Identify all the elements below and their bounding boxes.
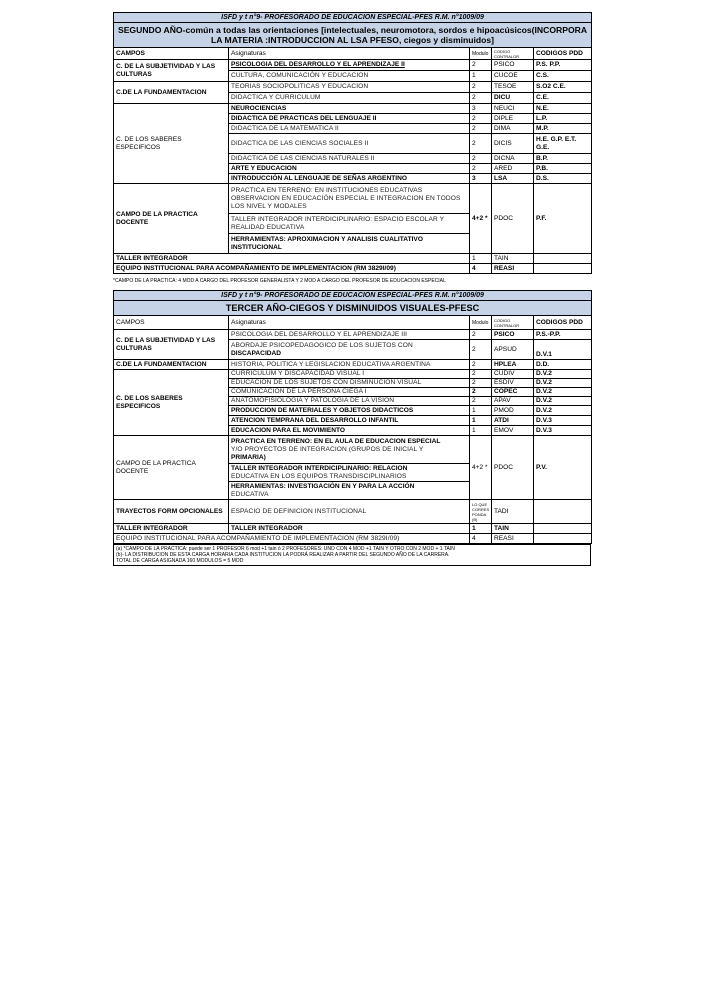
table-row [229, 464, 470, 482]
table-row: ATENCION TEMPRANA DEL DESARROLLO INFANTIL [229, 416, 470, 426]
modulo-cell: 2 [470, 124, 492, 134]
codigo-cell: CUCOE [492, 71, 534, 82]
campo-practica: CAMPO DE LA PRACTICA DOCENTE [114, 436, 229, 500]
modulo-cell: 4 [470, 534, 492, 544]
pdd-cell: D.V.2 [534, 379, 592, 388]
modulo-cell: 2 [470, 330, 492, 340]
codigo-cell: DIMA [492, 124, 534, 134]
col-asignaturas: Asignaturas [229, 48, 470, 60]
codigo-cell: NEUCI [492, 104, 534, 114]
modulo-cell: 2 [470, 370, 492, 379]
table-row: TALLER INTEGRADOR INTERDICIPLINARIO: ESPACIO ESCOLAR Y REALIDAD EDUCATIVA [229, 214, 470, 234]
footnote-a: (a) *CAMPO DE LA PRACTICA: puede ser 1 PROFESOR 6 mod +1 tain ó 2 PROFESORES: UNO CON 4 MOD +1 TAIN Y OTRO CON 2 MOD + 1 TAIN [116, 546, 455, 552]
modulo-cell: 2 [470, 134, 492, 154]
document-sheet [113, 12, 591, 566]
campo-saberes: C. DE LOS SABERES ESPECIFICOS [114, 104, 229, 184]
campo-subjetividad: C. DE LA SUBJETIVIDAD Y LAS CULTURAS [114, 60, 229, 82]
table-row: DIDACTICA DE PRACTICAS DEL LENGUAJE II [229, 114, 470, 124]
modulo-cell: LO QUE CORRES PONDA (B) [470, 500, 492, 524]
pdd-cell: P.B. [534, 164, 592, 174]
pdd-cell: C.E. [534, 93, 592, 104]
codigo-cell: PMOD [492, 406, 534, 416]
pdd-cell: L.P. [534, 114, 592, 124]
table-row: TALLER INTEGRADOR [229, 524, 470, 534]
row-line: PRACTICA EN TERRENO: EN EL AULA DE EDUCACION ESPECIAL [231, 437, 441, 445]
codigo-cell: APAV [492, 397, 534, 406]
table-row: HISTORIA, POLITICA Y LEGISLACION EDUCATIVA ARGENTINA [229, 360, 470, 370]
modulo-cell: 1 [470, 71, 492, 82]
table-row [229, 482, 470, 500]
equipo-row: EQUIPO INSTITUCIONAL PARA ACOMPAÑAMIENTO DE IMPLEMENTACION (RM 3829I/09) [114, 264, 470, 274]
modulo-cell: 1 [470, 254, 492, 264]
modulo-cell: 2 [470, 114, 492, 124]
pdd-cell: D.D. [534, 360, 592, 370]
campo-fundamentacion: C.DE LA FUNDAMENTACION [114, 82, 229, 104]
row-line: EDUCATIVA EN LOS EQUIPOS TRANSDISCIPLINARIOS [231, 472, 407, 480]
pdd-cell [534, 264, 592, 274]
modulo-cell: 1 [470, 524, 492, 534]
taller-row: TALLER INTEGRADOR [114, 524, 229, 534]
codigo-cell: CUDIV [492, 370, 534, 379]
pdd-cell: D.V.3 [534, 426, 592, 436]
modulo-cell: 3 [470, 174, 492, 184]
codigo-cell: PSICO [492, 60, 534, 71]
codigo-cell: REASI [492, 264, 534, 274]
table-row: DIDACTICA DE LAS CIENCIAS SOCIALES II [229, 134, 470, 154]
pdd-cell: D.V.2 [534, 370, 592, 379]
table-row: DIDACTICA Y CURRICULUM [229, 93, 470, 104]
col-pdd: CODIGOS PDD [534, 48, 592, 60]
codigo-cell: TAIN [492, 524, 534, 534]
institution-header: ISFD y t n°9- PROFESORADO DE EDUCACION ESPECIAL-PFES R.M. n°1009/09 [114, 13, 592, 23]
codigo-cell: PSICO [492, 330, 534, 340]
table-row: PSICOLOGIA DEL DESARROLLO Y EL APRENDIZAJE II [229, 60, 470, 71]
codigo-cell: PDOC [492, 184, 534, 254]
pdd-cell: D.V.2 [534, 406, 592, 416]
row-line: HERRAMIENTAS: INVESTIGACIÓN EN Y PARA LA ACCIÓN [231, 482, 415, 490]
table-row: HERRAMIENTAS: APROXIMACION Y ANALISIS CUALITATIVO INSTITUCIONAL [229, 234, 470, 254]
modulo-cell: 1 [470, 406, 492, 416]
modulo-cell: 2 [470, 60, 492, 71]
pdd-cell [534, 524, 592, 534]
codigo-cell: DIPLE [492, 114, 534, 124]
codigo-cell: PDOC [492, 436, 534, 500]
pdd-cell: N.E. [534, 104, 592, 114]
pdd-cell: M.P. [534, 124, 592, 134]
codigo-cell: APSUD [492, 340, 534, 360]
codigo-cell: DICNA [492, 154, 534, 164]
campo-fundamentacion: C.DE LA FUNDAMENTACION [114, 360, 229, 370]
col-asignaturas: Asignaturas [229, 316, 470, 330]
table-row: PRODUCCION DE MATERIALES Y OBJETOS DIDACTICOS [229, 406, 470, 416]
modulo-cell: 2 [470, 154, 492, 164]
modulo-cell: 1 [470, 426, 492, 436]
pdd-cell: D.V.2 [534, 397, 592, 406]
pdd-cell: D.V.3 [534, 416, 592, 426]
pdd-cell: D.S. [534, 174, 592, 184]
row-line: DISCAPACIDAD [231, 349, 282, 357]
table-row: EDUCACION DE LOS SUJETOS CON DISMINUCION VISUAL [229, 379, 470, 388]
year-header: SEGUNDO AÑO-común a todas las orientaciones [intelectuales, neuromotora, sordos e hipoacúsicos(INCORPORA LA MATERIA :INTRODUCCION AL LSA PFESO, ciegos y disminuidos] [114, 23, 592, 48]
table-row: ANATOMOFISIOLOGIA Y PATOLOGIA DE LA VISION [229, 397, 470, 406]
modulo-cell: 3 [470, 104, 492, 114]
row-line: Y/O PROYECTOS DE INTEGRACION (GRUPOS DE INICIAL Y [231, 445, 424, 453]
modulo-cell: 2 [470, 360, 492, 370]
table-row: CURRICULUM Y DISCAPACIDAD VISUAL I [229, 370, 470, 379]
col-codigo: CODIGO CONTRALOR [492, 48, 534, 60]
codigo-cell: ARED [492, 164, 534, 174]
institution-header: ISFD y t n°9- PROFESORADO DE EDUCACION ESPECIAL-PFES R.M. n°1009/09 [114, 291, 592, 301]
campo-subjetividad: C. DE LA SUBJETIVIDAD Y LAS CULTURAS [114, 330, 229, 360]
pdd-cell: P.S. P.P. [534, 60, 592, 71]
codigo-cell: TADI [492, 500, 534, 524]
pdd-cell: P.S.-P.P. [534, 330, 592, 340]
row-line: PRIMARIA) [231, 453, 266, 461]
codigo-cell: DICU [492, 93, 534, 104]
modulo-cell: 4+2 * [470, 184, 492, 254]
codigo-cell: TAIN [492, 254, 534, 264]
codigo-cell: LSA [492, 174, 534, 184]
taller-row: TALLER INTEGRADOR [114, 254, 470, 264]
pdd-cell: S.O2 C.E. [534, 82, 592, 93]
modulo-cell: 2 [470, 93, 492, 104]
campo-practica: CAMPO DE LA PRACTICA DOCENTE [114, 184, 229, 254]
pdd-cell: P.F. [534, 184, 592, 254]
table-row [229, 436, 470, 464]
pdd-cell [534, 500, 592, 524]
pdd-cell [534, 534, 592, 544]
pdd-cell: B.P. [534, 154, 592, 164]
col-campos: CAMPOS [114, 48, 229, 60]
practice-note: *CAMPO DE LA PRACTICA: 4 MOD A CARGO DEL PROFESOR GENERALISTA Y 2 MOD A CARGO DEL PROFESOR DE EDUCACION ESPECIAL [113, 278, 446, 284]
codigo-cell: ATDI [492, 416, 534, 426]
modulo-cell: 2 [470, 164, 492, 174]
third-year-table [113, 290, 592, 544]
codigo-cell: TESOE [492, 82, 534, 93]
campo-saberes: C. DE LOS SABERES ESPECIFICOS [114, 370, 229, 436]
table-row: DIDACTICA DE LAS CIENCIAS NATURALES II [229, 154, 470, 164]
footnote-b: (b)- LA DISTRIBUCION DE ESTA CARGA HORARIA CADA INSTITUCION LA PODRÁ REALIZAR A PARTIR DEL SEGUNDO AÑO DE LA CARRERA. [116, 552, 450, 558]
pdd-cell: C.S. [534, 71, 592, 82]
second-year-table [113, 12, 592, 274]
modulo-cell: 4+2 * [470, 436, 492, 500]
col-modulo: Modulo [470, 316, 492, 330]
codigo-cell: EMOV [492, 426, 534, 436]
codigo-cell: COPEC [492, 388, 534, 397]
modulo-cell: 2 [470, 397, 492, 406]
pdd-cell: D.V.1 [534, 340, 592, 360]
footnotes [113, 544, 591, 566]
codigo-cell: ESDIV [492, 379, 534, 388]
table-row: NEUROCIENCIAS [229, 104, 470, 114]
table-row: PSICOLOGIA DEL DESARROLLO Y EL APRENDIZAJE III [229, 330, 470, 340]
table-row [229, 340, 470, 360]
row-line: EDUCATIVA [231, 490, 269, 498]
modulo-cell: 2 [470, 82, 492, 93]
col-campos: CAMPOS [114, 316, 229, 330]
table-row: COMUNICACIÓN DE LA PERSONA CIEGA I [229, 388, 470, 397]
pdd-cell: H.E. G.P. E.T. G.E. [534, 134, 592, 154]
pdd-cell [534, 254, 592, 264]
col-codigo: CODIGO CONTRALOR [492, 316, 534, 330]
modulo-cell: 2 [470, 340, 492, 360]
row-line: TALLER INTEGRADOR INTERDICIPLINARIO: RELACION [231, 464, 408, 472]
table-row: EDUCACION PARA EL MOVIMIENTO [229, 426, 470, 436]
row-line: ABORDAJE PSICOPEDAGOGICO DE LOS SUJETOS CON [231, 341, 413, 349]
campo-trayectos: TRAYECTOS FORM OPCIONALES [114, 500, 229, 524]
codigo-cell: DICIS [492, 134, 534, 154]
table-row: PRACTICA EN TERRENO: EN INSTITUCIONES EDUCATIVAS OBSERVACION EN EDUCACIÓN ESPECIAL E INTEGRACION EN TODOS LOS NIVEL Y MODALES [229, 184, 470, 214]
year-header: TERCER AÑO-CIEGOS Y DISMINUIDOS VISUALES-PFESC [114, 301, 592, 316]
col-pdd: CODIGOS PDD [534, 316, 592, 330]
modulo-cell: 4 [470, 264, 492, 274]
pdd-cell: P.V. [534, 436, 592, 500]
modulo-cell: 1 [470, 416, 492, 426]
codigo-cell: HPLEA [492, 360, 534, 370]
codigo-cell: REASI [492, 534, 534, 544]
pdd-cell: D.V.2 [534, 388, 592, 397]
table-row: CULTURA, COMUNICACIÓN Y EDUCACION [229, 71, 470, 82]
footnote-total: TOTAL DE CARGA ASIGNADA 160 MODULOS = 5 MOD [116, 558, 244, 564]
modulo-cell: 2 [470, 388, 492, 397]
table-row: ARTE Y EDUCACION [229, 164, 470, 174]
col-modulo: Modulo [470, 48, 492, 60]
modulo-cell: 2 [470, 379, 492, 388]
equipo-row: EQUIPO INSTITUCIONAL PARA ACOMPAÑAMIENTO DE IMPLEMENTACION (RM 3829I/09) [114, 534, 470, 544]
table-row: TEORIAS SOCIOPOLITICAS Y EDUCACION [229, 82, 470, 93]
table-row: INTRODUCCIÓN AL LENGUAJE DE SEÑAS ARGENTINO [229, 174, 470, 184]
table-row: DIDACTICA DE LA MATEMATICA II [229, 124, 470, 134]
table-row: ESPACIO DE DEFINICION INSTITUCIONAL [229, 500, 470, 524]
